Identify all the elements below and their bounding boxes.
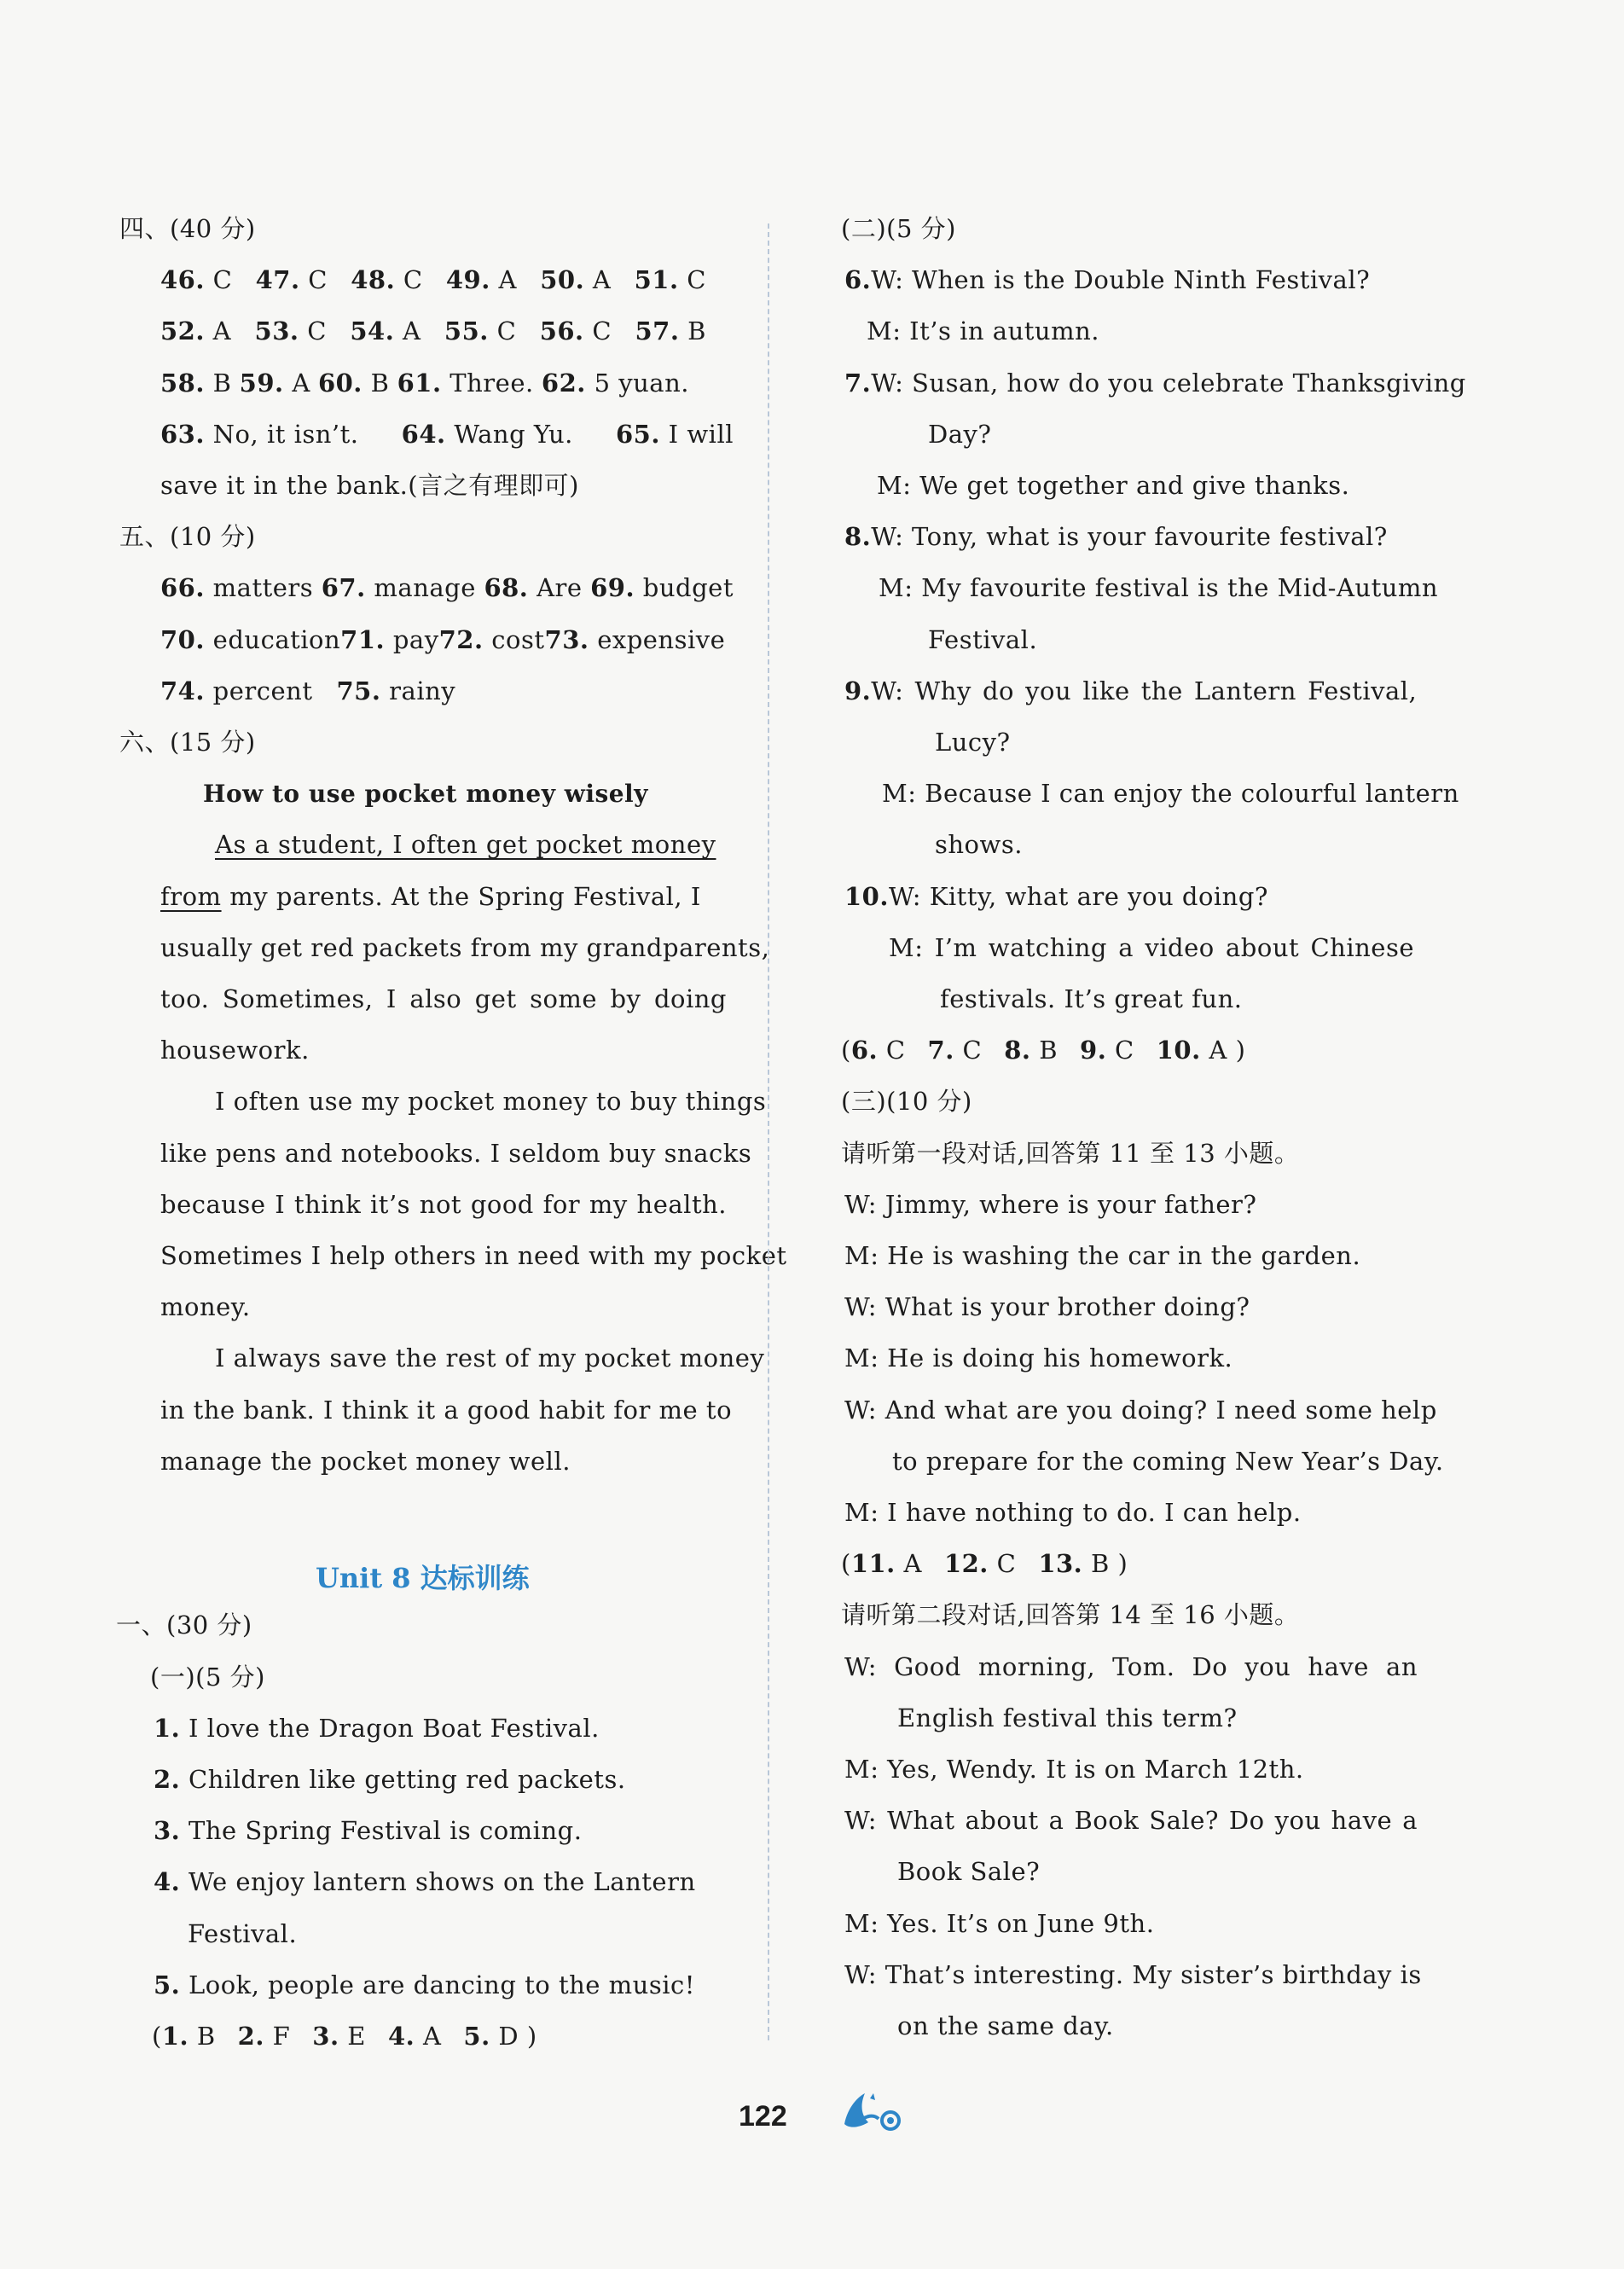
dialog-text: shows.: [935, 830, 1023, 860]
dialog-line: [844, 1803, 1418, 1837]
answer-value: A: [498, 265, 517, 295]
essay-text: Sometimes I help others in need with my pocket: [160, 1241, 787, 1270]
dialog-text: Book Sale?: [897, 1857, 1041, 1887]
answer-item: [402, 417, 573, 451]
answer-item: [542, 366, 689, 400]
answer-item: [484, 571, 582, 605]
dialog-line: [844, 674, 1417, 708]
answer-value: 5 yuan.: [594, 368, 689, 398]
answer-item: [540, 314, 612, 348]
dialog-text: W: Tony, what is your favourite festival?: [871, 522, 1388, 552]
dialog-text: M: Because I can enjoy the colourful lantern: [882, 779, 1459, 809]
answer-item: [590, 571, 734, 605]
dialog-text: M: My favourite festival is the Mid-Autumn: [879, 573, 1439, 603]
question-line: [154, 1968, 695, 2002]
answer-number: 75.: [336, 676, 381, 705]
dialog-line: [844, 1650, 1418, 1684]
answer-value: C: [403, 265, 423, 295]
answer-value: C: [996, 1549, 1017, 1579]
essay-text: in the bank. I think it a good habit for me to: [160, 1395, 733, 1425]
answer-number: 48.: [351, 265, 396, 295]
answer-number: 13.: [1038, 1549, 1083, 1579]
answer-number: 58.: [160, 368, 205, 398]
answer-row: [160, 314, 706, 348]
dialog-text: W: Why do you like the Lantern Festival,: [871, 676, 1418, 705]
dialog-line: [882, 776, 1459, 810]
dialog-text: W: That’s interesting. My sister’s birthday is: [844, 1959, 1422, 1989]
dialog-line: [928, 623, 1037, 657]
dialog-line: [879, 571, 1439, 605]
answer-value: B: [196, 2022, 216, 2051]
question-number: 3.: [154, 1816, 181, 1846]
section-heading-1: 一、(30 分): [116, 1610, 252, 1640]
dialog-line: [844, 1290, 1250, 1324]
answer-item: [851, 1036, 906, 1065]
publisher-logo-icon: [839, 2090, 913, 2136]
answer-item: [1038, 1549, 1109, 1578]
answer-number: 56.: [539, 316, 584, 346]
answer-number: 52.: [160, 316, 205, 346]
answer-number: 53.: [254, 316, 299, 346]
answer-item: [635, 314, 705, 348]
question-line: [154, 1813, 582, 1848]
answer-item: [439, 623, 545, 657]
dialog-text: M: We get together and give thanks.: [877, 471, 1350, 500]
answer-value: A: [212, 316, 232, 346]
section-heading-6: 六、(15 分): [119, 728, 256, 757]
answer-number: 4.: [387, 2022, 415, 2051]
answer-item: [160, 314, 231, 348]
answer-value: C: [308, 265, 328, 295]
answer-value: E: [347, 2022, 366, 2051]
answer-number: 63.: [160, 419, 205, 449]
essay-line: [160, 931, 770, 965]
essay-text: like pens and notebooks. I seldom buy snacks: [160, 1138, 752, 1168]
dialog-line: [844, 519, 1388, 554]
answer-item: [463, 2022, 519, 2051]
answer-key-row: (11. A 12. C 13. B ): [841, 1549, 1128, 1579]
question-number: 2.: [154, 1765, 181, 1795]
dialog-number: 7.: [844, 368, 872, 398]
dialog-line: [844, 1341, 1232, 1375]
essay-line: [215, 1084, 767, 1118]
dialog-line: [935, 725, 1011, 759]
answer-item: [318, 366, 389, 400]
dialog-line: [844, 1958, 1422, 1992]
answer-item: [540, 263, 611, 297]
dialog-number: 9.: [844, 676, 872, 705]
answer-value: education: [212, 624, 341, 654]
answer-item: [351, 263, 422, 297]
essay-title: [119, 776, 732, 811]
dialog-text: W: And what are you doing? I need some help: [844, 1395, 1437, 1425]
answer-number: 59.: [239, 368, 284, 398]
answer-key-row: (6. C 7. C 8. B 9. C 10. A ): [841, 1036, 1246, 1065]
answer-value: rainy: [389, 676, 456, 705]
dialog-line: [844, 263, 1370, 297]
dialog-number: 6.: [844, 265, 872, 295]
answer-number: 70.: [160, 624, 205, 654]
question-line: [154, 1762, 626, 1796]
answer-value: I will: [668, 419, 734, 449]
question-line: [154, 1865, 696, 1899]
dialog-line: [844, 1906, 1154, 1941]
answer-row: [160, 571, 734, 605]
essay-text: As a student, I often get pocket money: [215, 830, 716, 860]
answer-item: [340, 623, 438, 657]
answer-value: A: [292, 368, 310, 398]
answer-item: [444, 314, 516, 348]
unit-title: Unit 8 达标训练: [316, 1562, 530, 1595]
answer-item: [545, 623, 726, 657]
dialog-line: [897, 2009, 1114, 2043]
subsection-heading: (一)(5 分): [150, 1662, 265, 1692]
answer-item: [160, 623, 340, 657]
answer-number: 10.: [1156, 1036, 1201, 1065]
answer-number: 54.: [350, 316, 395, 346]
answer-number: 46.: [160, 265, 205, 295]
answer-item: [616, 417, 734, 451]
answer-number: 2.: [237, 2022, 264, 2051]
answer-item: [256, 263, 328, 297]
answer-row: [160, 417, 734, 451]
answer-value: A: [1209, 1036, 1227, 1065]
dialog-line: [897, 1701, 1238, 1735]
answer-value: B: [687, 316, 706, 346]
answer-value: pay: [392, 624, 439, 654]
essay-text: I always save the rest of my pocket money: [215, 1343, 765, 1373]
dialog-text: Festival.: [928, 624, 1038, 654]
dialog-text: Lucy?: [935, 728, 1011, 757]
answer-item: [240, 366, 310, 400]
answer-item: [388, 2022, 441, 2051]
dialog-line: [940, 982, 1242, 1016]
answer-value: A: [422, 2022, 442, 2051]
answer-item: [162, 2022, 216, 2051]
dialog-text: M: Yes, Wendy. It is on March 12th.: [844, 1755, 1304, 1784]
question-text: The Spring Festival is coming.: [188, 1816, 583, 1846]
essay-line: [160, 1290, 251, 1324]
dialog-line: [867, 314, 1099, 348]
dialog-text: M: I have nothing to do. I can help.: [844, 1498, 1302, 1527]
essay-text: because I think it’s not good for my health.: [160, 1189, 727, 1219]
essay-line: [160, 1136, 752, 1170]
question-number: 1.: [154, 1713, 181, 1743]
essay-line: [215, 1341, 765, 1375]
column-divider: [768, 223, 769, 2040]
answer-number: 7.: [927, 1036, 954, 1065]
answer-number: 65.: [616, 419, 660, 449]
answer-item: [322, 571, 476, 605]
dialog-number: 10.: [844, 881, 889, 911]
answer-value: C: [687, 265, 706, 295]
answer-number: 72.: [438, 624, 484, 654]
answer-value: budget: [642, 573, 734, 603]
answer-value: C: [885, 1036, 906, 1065]
dialog-text: W: Jimmy, where is your father?: [844, 1189, 1257, 1219]
answer-row: [160, 263, 706, 297]
dialog-text: festivals. It’s great fun.: [940, 984, 1243, 1013]
answer-number: 71.: [340, 624, 386, 654]
answer-value: Wang Yu.: [454, 419, 573, 449]
dialog-line: [844, 879, 1268, 914]
answer-number: 60.: [317, 368, 362, 398]
question-text: Look, people are dancing to the music!: [188, 1970, 695, 1999]
essay-line: [160, 1239, 787, 1273]
answer-value: C: [592, 316, 612, 346]
answer-number: 69.: [590, 573, 635, 603]
answer-item: [160, 366, 231, 400]
answer-value: C: [962, 1036, 983, 1065]
essay-text: too. Sometimes, I also get some by doing: [160, 984, 727, 1013]
answer-value: A: [903, 1549, 922, 1579]
answer-row: [160, 366, 689, 400]
dialog-line: [844, 366, 1466, 400]
instruction-line: 请听第二段对话,回答第 14 至 16 小题。: [841, 1600, 1300, 1630]
essay-text: my parents. At the Spring Festival, I: [221, 881, 701, 911]
subsection-heading: (二)(5 分): [841, 214, 956, 243]
essay-line: [160, 1393, 733, 1427]
answer-value: B: [370, 368, 390, 398]
essay-line: [160, 1187, 727, 1222]
answer-value: B: [1091, 1549, 1110, 1579]
answer-number: 49.: [445, 265, 490, 295]
answer-value: C: [496, 316, 517, 346]
essay-line: [160, 879, 701, 914]
answer-value: C: [1115, 1036, 1134, 1065]
answer-row: [160, 623, 726, 657]
answer-value: Are: [536, 573, 583, 603]
answer-item: [160, 263, 232, 297]
dialog-text: Day?: [928, 419, 992, 449]
question-text: Festival.: [188, 1918, 298, 1948]
dialog-line: [892, 1444, 1444, 1478]
answer-value: No, it isn’t.: [212, 419, 359, 449]
dialog-line: [935, 827, 1023, 862]
answer-number: 66.: [160, 573, 205, 603]
dialog-line: [897, 1854, 1040, 1889]
instruction-line: 请听第一段对话,回答第 11 至 13 小题。: [841, 1138, 1300, 1168]
answer-value: B: [1039, 1036, 1058, 1065]
essay-text: usually get red packets from my grandparents,: [160, 932, 770, 962]
answer-item: [337, 676, 456, 705]
dialog-text: M: I’m watching a video about Chinese: [889, 932, 1414, 962]
dialog-line: [877, 468, 1349, 502]
answer-number: 73.: [544, 624, 589, 654]
answer-item: [160, 676, 313, 705]
answer-number: 5.: [463, 2022, 490, 2051]
answer-item: [635, 263, 706, 297]
essay-line: [215, 827, 716, 862]
answer-number: 68.: [484, 573, 529, 603]
answer-number: 50.: [540, 265, 585, 295]
answer-value: cost: [491, 624, 545, 654]
answer-item: [851, 1549, 922, 1578]
answer-item: [350, 314, 420, 348]
dialog-text: M: It’s in autumn.: [867, 316, 1099, 346]
dialog-text: to prepare for the coming New Year’s Day.: [892, 1446, 1444, 1476]
answer-item: [312, 2022, 366, 2051]
dialog-text: W: Susan, how do you celebrate Thanksgiving: [871, 368, 1466, 398]
answer-number: 12.: [943, 1549, 989, 1579]
essay-text: I often use my pocket money to buy things: [215, 1087, 767, 1117]
essay-text: housework.: [160, 1036, 310, 1065]
essay-text: manage the pocket money well.: [160, 1446, 571, 1476]
essay-underlined-text: from: [160, 881, 222, 911]
answer-number: 11.: [850, 1549, 896, 1579]
essay-text: money.: [160, 1292, 251, 1322]
answer-row: [160, 674, 455, 708]
answer-value: C: [307, 316, 327, 346]
question-line: [154, 1711, 600, 1745]
essay-line: [160, 1033, 310, 1067]
answer-value: C: [212, 265, 233, 295]
answer-item: [446, 263, 517, 297]
page-number: 122: [739, 2100, 787, 2133]
answer-value: percent: [212, 676, 313, 705]
answer-value: B: [212, 368, 232, 398]
question-text: Children like getting red packets.: [188, 1765, 626, 1795]
answer-item: [397, 366, 534, 400]
section-heading-4: 四、(40 分): [119, 214, 256, 243]
dialog-text: W: When is the Double Ninth Festival?: [871, 265, 1371, 295]
dialog-text: English festival this term?: [897, 1703, 1238, 1732]
answer-number: 6.: [850, 1036, 879, 1065]
answer-number: 57.: [635, 316, 680, 346]
answer-key-row: (1. B 2. F 3. E 4. A 5. D ): [152, 2022, 537, 2051]
dialog-line: [844, 1752, 1304, 1786]
answer-item: [1157, 1036, 1227, 1065]
question-line: [188, 1917, 297, 1951]
dialog-text: on the same day.: [897, 2011, 1114, 2040]
dialog-text: W: What is your brother doing?: [844, 1292, 1250, 1322]
answer-number: 62.: [541, 368, 586, 398]
answer-item: [1080, 1036, 1134, 1065]
answer-item: [928, 1036, 983, 1065]
answer-value: expensive: [597, 624, 726, 654]
answer-item: [238, 2022, 291, 2051]
question-text: We enjoy lantern shows on the Lantern: [188, 1867, 696, 1897]
dialog-line: [844, 1495, 1302, 1529]
answer-value: A: [403, 316, 421, 346]
section-heading-5: 五、(10 分): [119, 522, 256, 552]
dialog-line: [844, 1187, 1256, 1222]
dialog-number: 8.: [844, 522, 872, 552]
answer-item: [944, 1549, 1016, 1578]
essay-line: [160, 1444, 571, 1478]
essay-line: [160, 982, 727, 1016]
answer-item: [255, 314, 327, 348]
dialog-text: W: Kitty, what are you doing?: [888, 881, 1268, 911]
dialog-text: M: He is washing the car in the garden.: [844, 1241, 1361, 1270]
answer-item: [1004, 1036, 1058, 1065]
answer-number: 74.: [160, 676, 205, 705]
question-number: 5.: [154, 1970, 181, 1999]
dialog-text: W: What about a Book Sale? Do you have a: [844, 1806, 1418, 1836]
answer-number: 67.: [321, 573, 366, 603]
answer-value: D: [498, 2022, 519, 2051]
answer-number: 55.: [444, 316, 489, 346]
answer-number: 64.: [401, 419, 446, 449]
dialog-line: [844, 1239, 1360, 1273]
dialog-line: [889, 931, 1414, 965]
answer-item: [160, 571, 313, 605]
answer-number: 9.: [1080, 1036, 1107, 1065]
answer-value: Three.: [450, 368, 534, 398]
question-text: I love the Dragon Boat Festival.: [188, 1713, 600, 1743]
answer-value: A: [592, 265, 612, 295]
answer-item: [160, 417, 359, 451]
dialog-text: M: He is doing his homework.: [844, 1343, 1233, 1373]
answer-value: matters: [212, 573, 314, 603]
dialog-line: [844, 1393, 1437, 1427]
essay-title-text: How to use pocket money wisely: [203, 780, 648, 809]
answer-value: F: [272, 2022, 291, 2051]
answer-number: 3.: [312, 2022, 339, 2051]
answer-number: 8.: [1004, 1036, 1031, 1065]
dialog-text: M: Yes. It’s on June 9th.: [844, 1908, 1155, 1938]
dialog-line: [928, 417, 991, 451]
answer-row-continuation: save it in the bank.(言之有理即可): [160, 471, 579, 500]
answer-number: 47.: [255, 265, 300, 295]
question-number: 4.: [154, 1867, 181, 1897]
subsection-heading: (三)(10 分): [841, 1087, 972, 1117]
answer-value: manage: [374, 573, 476, 603]
answer-number: 61.: [397, 368, 442, 398]
answer-number: 51.: [634, 265, 679, 295]
answer-number: 1.: [161, 2022, 189, 2051]
dialog-text: W: Good morning, Tom. Do you have an: [844, 1651, 1418, 1681]
